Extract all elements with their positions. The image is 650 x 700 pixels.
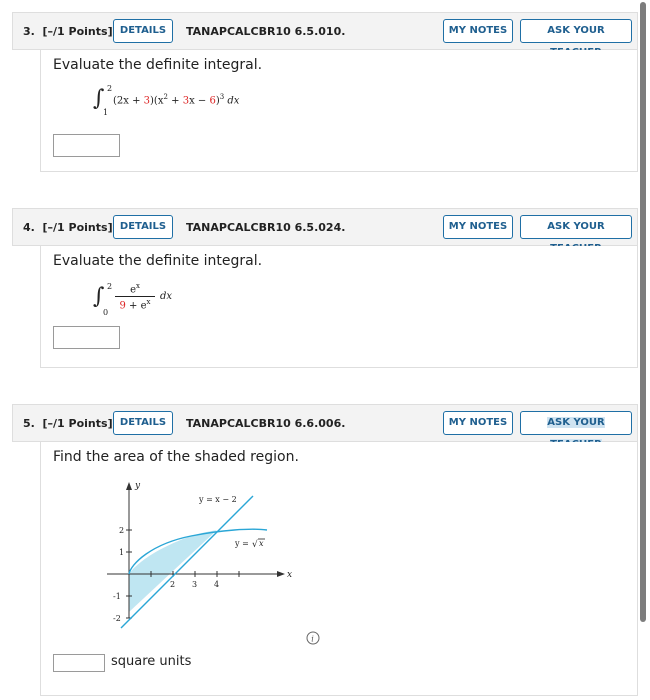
- x-axis-label: x: [287, 570, 293, 580]
- question-5-code: TANAPCALCBR10 6.6.006.: [186, 417, 346, 430]
- question-3-code: TANAPCALCBR10 6.5.010.: [186, 25, 346, 38]
- line-y-equals-x-minus-2: [121, 496, 253, 628]
- y-tick-label: 2: [119, 526, 125, 535]
- question-4-details-button[interactable]: DETAILS: [113, 215, 173, 239]
- y-tick-label: 1: [119, 548, 125, 557]
- y-axis-arrow-icon: [126, 482, 132, 490]
- x-tick-label: 4: [214, 580, 220, 589]
- question-4-integral: ∫ 2 0 $e^x$ $9 + e^x$ dx: [93, 282, 173, 317]
- question-4-number: 4. [–/1 Points]: [23, 221, 113, 234]
- svg-text:√: √: [252, 540, 258, 550]
- question-4-body: [40, 246, 638, 368]
- question-5-my-notes-button[interactable]: MY NOTES: [443, 411, 513, 435]
- y-tick-label: -1: [113, 592, 121, 601]
- question-4-code: TANAPCALCBR10 6.5.024.: [186, 221, 346, 234]
- question-5-details-button[interactable]: DETAILS: [113, 411, 173, 435]
- question-3-header: [12, 12, 638, 50]
- line-label: y = x − 2: [199, 495, 237, 504]
- x-tick-label: 2: [170, 580, 176, 589]
- question-5-answer-input[interactable]: [53, 654, 105, 672]
- question-5-number: 5. [–/1 Points]: [23, 417, 113, 430]
- shaded-region-graph: [91, 478, 301, 638]
- question-5-prompt: Find the area of the shaded region.: [53, 449, 299, 465]
- y-tick-label: -2: [113, 614, 121, 623]
- question-3-ask-teacher-button[interactable]: ASK YOUR: [520, 19, 632, 43]
- svg-text:y =: y =: [235, 539, 249, 548]
- x-tick-label: 3: [192, 580, 198, 589]
- question-5-body: [40, 442, 638, 696]
- question-3-number: 3. [–/1 Points]: [23, 25, 113, 38]
- integral-sign-icon: ∫: [93, 86, 105, 111]
- question-3-details-button[interactable]: DETAILS: [113, 19, 173, 43]
- question-3-card: [12, 12, 638, 172]
- info-icon[interactable]: [306, 631, 320, 645]
- svg-text:x: x: [259, 539, 264, 548]
- question-4-fraction: $e^x$ $9 + e^x$: [115, 282, 155, 312]
- question-3-answer-input[interactable]: [53, 134, 120, 157]
- question-3-body: [40, 50, 638, 172]
- x-axis-arrow-icon: [277, 571, 285, 577]
- question-5-units: square units: [111, 654, 192, 669]
- question-5-header: [12, 404, 638, 442]
- question-4-my-notes-button[interactable]: MY NOTES: [443, 215, 513, 239]
- curve-label: [234, 539, 265, 550]
- question-4-header: [12, 208, 638, 246]
- page-scrollbar[interactable]: [640, 2, 646, 622]
- question-5-card: [12, 404, 638, 696]
- question-4-ask-teacher-button[interactable]: ASK YOUR: [520, 215, 632, 239]
- question-3-prompt: Evaluate the definite integral.: [53, 57, 263, 73]
- question-5-ask-teacher-button[interactable]: ASK YOUR: [520, 411, 632, 435]
- question-3-integrand: $(2x + 3)(x^2 + 3x - 6)^3$ dx: [113, 93, 240, 107]
- y-axis-label: y: [135, 481, 141, 491]
- question-4-card: [12, 208, 638, 368]
- question-4-prompt: Evaluate the definite integral.: [53, 253, 263, 269]
- question-3-my-notes-button[interactable]: MY NOTES: [443, 19, 513, 43]
- question-4-answer-input[interactable]: [53, 326, 120, 349]
- svg-text:i: i: [311, 634, 314, 644]
- integral-sign-icon: ∫: [93, 284, 105, 309]
- question-3-integral: ∫ 2 1 $(2x + 3)(x^2 + 3x - 6)^3$ dx: [93, 84, 240, 117]
